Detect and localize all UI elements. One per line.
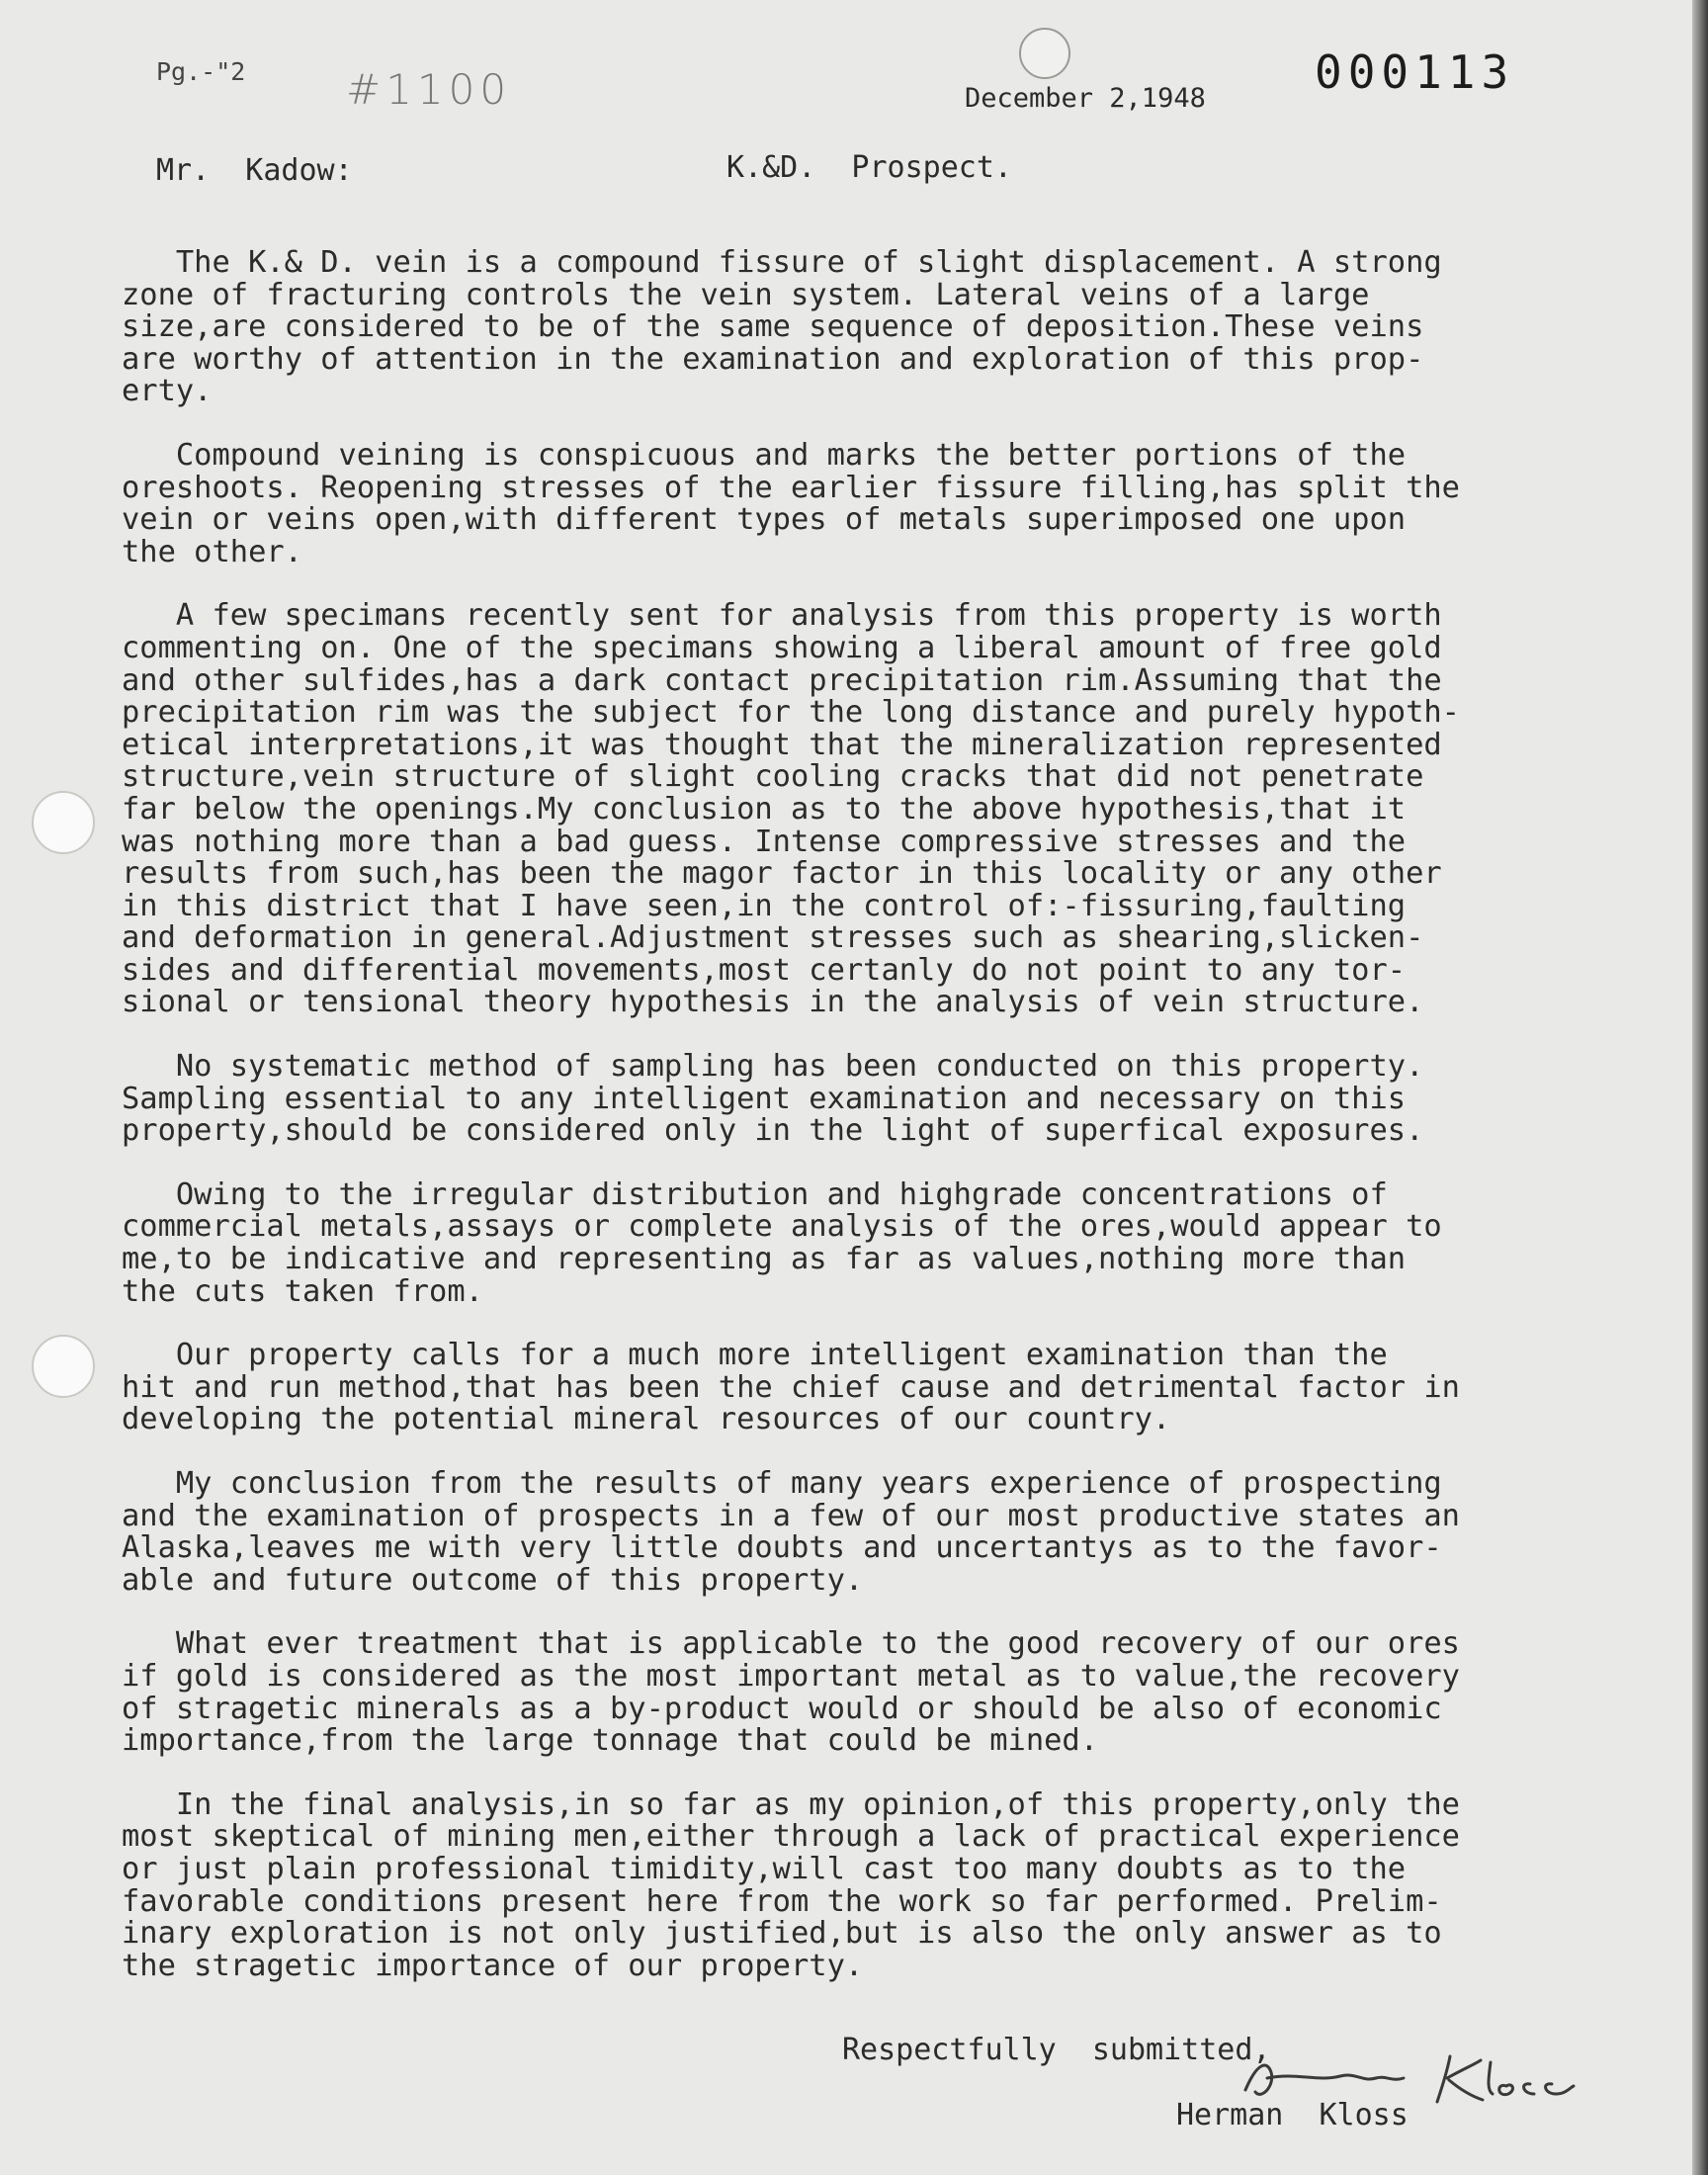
body-paragraph — [122, 1786, 1604, 1983]
body-paragraph — [122, 600, 1604, 1019]
text-line: in this district that I have seen,in the control of:-fissuring,faulting — [122, 888, 1407, 923]
letter-subject: K.&D. Prospect. — [726, 150, 1012, 185]
text-line: Compound veining is conspicuous and marks the better portions of the — [122, 437, 1407, 473]
text-line: In the final analysis,in so far as my opinion,of this property,only the — [122, 1786, 1460, 1822]
body-paragraph — [122, 1176, 1604, 1309]
closing-line: Respectfully submitted, — [842, 2033, 1271, 2067]
page-edge-shadow — [1692, 0, 1708, 2175]
text-line: far below the openings.My conclusion as to the above hypothesis,that it — [122, 791, 1407, 826]
text-line: sional or tensional theory hypothesis in the analysis of vein structure. — [122, 985, 1424, 1020]
text-line: A few specimans recently sent for analysis from this property is worth — [122, 598, 1442, 634]
text-line: Alaska,leaves me with very little doubts and uncertantys as to the favor- — [122, 1530, 1442, 1566]
text-line: if gold is considered as the most important metal as to value,the recovery — [122, 1658, 1460, 1694]
punch-hole — [32, 1335, 95, 1398]
stamped-document-number: 000113 — [1315, 45, 1515, 99]
letter-body — [122, 247, 1604, 2014]
text-line: favorable conditions present here from the work so far performed. Prelim- — [122, 1883, 1442, 1919]
text-line: developing the potential mineral resources of our country. — [122, 1402, 1171, 1437]
text-line: results from such,has been the magor factor in this locality or any other — [122, 856, 1442, 892]
body-paragraph — [122, 1051, 1604, 1148]
body-paragraph — [122, 1340, 1604, 1436]
text-line: importance,from the large tonnage that could be mined. — [122, 1723, 1099, 1759]
text-line: The K.& D. vein is a compound fissure of slight displacement. A strong — [122, 245, 1442, 280]
text-line: or just plain professional timidity,will cast too many doubts as to the — [122, 1851, 1407, 1886]
text-line: size,are considered to be of the same sequence of deposition.These veins — [122, 309, 1424, 345]
text-line: most skeptical of mining men,either through a lack of practical experience — [122, 1819, 1460, 1855]
text-line: the cuts taken from. — [122, 1273, 483, 1309]
punch-hole — [1019, 28, 1070, 79]
text-line: structure,vein structure of slight cooling cracks that did not penetrate — [122, 759, 1424, 795]
text-line: inary exploration is not only justified,but is also the only answer as to — [122, 1916, 1442, 1952]
text-line: and the examination of prospects in a few of our most productive states an — [122, 1498, 1460, 1533]
text-line: of stragetic minerals as a by-product would or should be also of economic — [122, 1691, 1442, 1726]
text-line: precipitation rim was the subject for the long distance and purely hypoth- — [122, 695, 1460, 731]
text-line: oreshoots. Reopening stresses of the earlier fissure filling,has split the — [122, 470, 1460, 505]
text-line: sides and differential movements,most certanly do not point to any tor- — [122, 952, 1407, 988]
text-line: hit and run method,that has been the chief cause and detrimental factor in — [122, 1369, 1460, 1405]
text-line: commenting on. One of the specimans showing a liberal amount of free gold — [122, 630, 1442, 665]
body-paragraph — [122, 1628, 1604, 1757]
text-line: and other sulfides,has a dark contact precipitation rim.Assuming that the — [122, 662, 1442, 698]
text-line: property,should be considered only in the light of superfical exposures. — [122, 1113, 1424, 1149]
text-line: and deformation in general.Adjustment stresses such as shearing,slicken- — [122, 920, 1424, 956]
body-paragraph — [122, 437, 1604, 569]
letter-date: December 2,1948 — [965, 83, 1206, 114]
text-line: was nothing more than a bad guess. Intense compressive stresses and the — [122, 824, 1407, 859]
text-line: the stragetic importance of our property. — [122, 1948, 864, 1983]
body-paragraph — [122, 247, 1604, 408]
text-line: Our property calls for a much more intelligent examination than the — [122, 1338, 1388, 1373]
text-line: Owing to the irregular distribution and highgrade concentrations of — [122, 1176, 1388, 1212]
body-paragraph — [122, 1468, 1604, 1597]
text-line: vein or veins open,with different types of metals superimposed one upon — [122, 502, 1407, 538]
text-line: Sampling essential to any intelligent examination and necessary on this — [122, 1081, 1407, 1116]
handwritten-file-number: #1100 — [346, 65, 512, 114]
text-line: zone of fracturing controls the vein system. Lateral veins of a large — [122, 277, 1370, 312]
text-line: able and future outcome of this property. — [122, 1562, 864, 1598]
text-line: the other. — [122, 534, 302, 569]
signer-name: Herman Kloss — [1176, 2098, 1409, 2132]
text-line: commercial metals,assays or complete analysis of the ores,would appear to — [122, 1209, 1442, 1245]
text-line: me,to be indicative and representing as far as values,nothing more than — [122, 1242, 1407, 1277]
text-line: What ever treatment that is applicable to the good recovery of our ores — [122, 1626, 1460, 1662]
text-line: etical interpretations,it was thought that the mineralization represented — [122, 727, 1442, 762]
punch-hole — [32, 791, 95, 854]
addressee: Mr. Kadow: — [156, 153, 353, 188]
text-line: My conclusion from the results of many years experience of prospecting — [122, 1466, 1442, 1501]
text-line: erty. — [122, 374, 213, 409]
page-reference: Pg.-"2 — [156, 57, 246, 86]
text-line: are worthy of attention in the examination and exploration of this prop- — [122, 341, 1424, 377]
text-line: No systematic method of sampling has been conducted on this property. — [122, 1049, 1424, 1085]
